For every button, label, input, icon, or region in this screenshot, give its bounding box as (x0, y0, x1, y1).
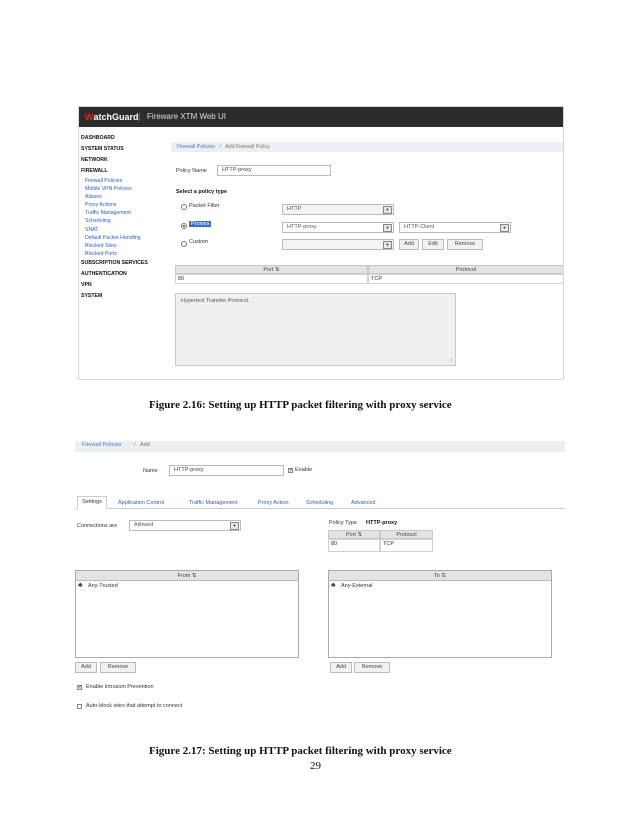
edit-button[interactable]: Edit (422, 239, 444, 250)
from-listbox[interactable] (75, 570, 299, 658)
proxies-select[interactable] (282, 222, 394, 233)
chevron-down-icon: ▼ (383, 224, 392, 232)
radio-packet-filter[interactable] (181, 204, 187, 210)
sidebar-item-default-packet-handling[interactable]: Default Packet Handling (85, 234, 141, 241)
tab-scheduling[interactable]: Scheduling (306, 500, 334, 506)
connections-select-value: Allowed (134, 522, 154, 528)
list-item[interactable] (329, 581, 551, 591)
sidebar-item-blocked-ports[interactable]: Blocked Ports (85, 250, 118, 257)
table-cell-protocol: TCP (380, 539, 433, 552)
sidebar-item-firewall-policies[interactable]: Firewall Policies (85, 178, 123, 184)
sidebar-item-subscription-services[interactable]: SUBSCRIPTION SERVICES (81, 259, 148, 266)
to-column-header[interactable]: To ⇅ (329, 571, 551, 581)
policy-type-label: Policy Type (329, 520, 358, 526)
figure-1-screenshot (78, 106, 564, 380)
to-remove-button[interactable]: Remove (354, 662, 390, 673)
tab-proxy-action[interactable]: Proxy Action (258, 500, 289, 506)
watchguard-logo: WatchGuard (85, 112, 139, 122)
add-button[interactable]: Add (399, 239, 419, 250)
connections-select[interactable] (129, 520, 241, 531)
proxies-select-value: HTTP-proxy (287, 224, 317, 230)
intrusion-prevention-label: Enable Intrusion Prevention (86, 684, 154, 690)
to-item-label: Any-External (341, 583, 373, 589)
enable-label: Enable (295, 467, 313, 473)
from-add-button[interactable]: Add (75, 662, 97, 673)
sidebar-item-aliases[interactable]: Aliases (85, 194, 102, 201)
from-column-header[interactable]: From ⇅ (76, 571, 298, 581)
chevron-down-icon: ▼ (383, 206, 392, 214)
tab-traffic-management[interactable]: Traffic Management (189, 500, 238, 506)
breadcrumb-separator: / (219, 144, 221, 150)
tab-settings[interactable] (77, 496, 107, 509)
radio-packet-filter-label: Packet Filter (189, 203, 220, 209)
enable-checkbox[interactable] (288, 468, 293, 473)
breadcrumb-current: Add (140, 442, 150, 448)
connections-label: Connections are (77, 523, 118, 529)
figure-2-17-caption: Figure 2.17: Setting up HTTP packet filtering with proxy service (149, 745, 452, 757)
intrusion-prevention-checkbox[interactable] (77, 685, 82, 690)
sidebar-item-network[interactable]: NETWORK (81, 157, 108, 163)
sidebar-item-dashboard[interactable]: DASHBOARD (81, 135, 115, 141)
auto-block-checkbox[interactable] (77, 704, 82, 709)
sidebar-item-snat[interactable]: SNAT (85, 226, 99, 233)
packet-filter-select-value: HTTP (287, 206, 302, 212)
sidebar-item-blocked-sites[interactable]: Blocked Sites (85, 242, 117, 249)
protocol-column-header[interactable]: Protocol (380, 530, 433, 539)
select-policy-type-label: Select a policy type (176, 189, 228, 195)
radio-custom-label: Custom (189, 239, 208, 245)
radio-proxies[interactable] (181, 223, 187, 229)
breadcrumb-separator: / (134, 442, 136, 448)
header-separator: | (138, 111, 141, 121)
chevron-down-icon: ▼ (383, 241, 392, 249)
port-column-header[interactable]: Port ⇅ (175, 265, 368, 274)
breadcrumb-firewall-policies[interactable]: Firewall Policies (82, 442, 122, 448)
policy-type-value: HTTP-proxy (366, 520, 398, 526)
to-add-button[interactable]: Add (330, 662, 352, 673)
from-remove-button[interactable]: Remove (100, 662, 136, 673)
chevron-down-icon: ▼ (500, 224, 509, 232)
sidebar-item-system[interactable]: SYSTEM (81, 292, 103, 299)
from-item-label: Any-Trusted (88, 583, 118, 589)
table-cell-protocol: TCP (368, 274, 564, 284)
figure-2-16-caption: Figure 2.16: Setting up HTTP packet filtering with proxy service (149, 399, 452, 411)
breadcrumb-current: Add Firewall Policy (225, 144, 270, 150)
sidebar-item-mobile-vpn-policies[interactable]: Mobile VPN Policies (85, 186, 132, 193)
policy-name-input[interactable]: HTTP-proxy (217, 165, 331, 176)
name-label: Name (143, 468, 158, 474)
list-item[interactable] (76, 581, 298, 591)
packet-filter-select[interactable] (282, 204, 394, 215)
alias-group-icon: ♣ (78, 582, 83, 589)
port-column-header[interactable]: Port ⇅ (328, 530, 380, 539)
resize-grip-icon[interactable]: .:l (448, 358, 452, 364)
tab-advanced[interactable]: Advanced (351, 500, 376, 506)
proxy-action-select[interactable] (399, 222, 511, 233)
alias-group-icon: ♣ (331, 582, 336, 589)
table-cell-port: 80 (175, 274, 368, 284)
policy-name-label: Policy Name (176, 168, 207, 174)
radio-custom[interactable] (181, 241, 187, 247)
tab-settings-label: Settings (82, 499, 102, 505)
breadcrumb-2 (75, 441, 565, 452)
description-text: Hypertext Transfer Protocol. (181, 298, 250, 304)
to-listbox[interactable] (328, 570, 552, 658)
sidebar-item-authentication[interactable]: AUTHENTICATION (81, 270, 127, 277)
proxy-action-select-value: HTTP-Client (404, 224, 435, 230)
remove-button[interactable]: Remove (447, 239, 483, 250)
chevron-down-icon: ▼ (230, 522, 239, 530)
page-number: 29 (310, 760, 321, 772)
custom-select[interactable] (282, 239, 394, 250)
sidebar-item-proxy-actions[interactable]: Proxy Actions (85, 202, 117, 209)
table-cell-port: 80 (328, 539, 380, 552)
app-header-bar (79, 107, 563, 127)
name-input[interactable]: HTTP-proxy (169, 465, 284, 476)
product-name: Fireware XTM Web UI (147, 112, 226, 121)
sidebar-item-firewall[interactable]: FIREWALL (81, 168, 108, 174)
breadcrumb-firewall-policies[interactable]: Firewall Policies (177, 144, 215, 150)
radio-proxies-label: Proxies (191, 221, 210, 227)
protocol-column-header[interactable]: Protocol (368, 265, 564, 274)
tab-application-control[interactable]: Application Control (118, 500, 165, 506)
sidebar-item-scheduling[interactable]: Scheduling (85, 218, 111, 225)
auto-block-label: Auto-block sites that attempt to connect (86, 703, 183, 709)
description-textarea[interactable] (175, 293, 456, 366)
sidebar-item-vpn[interactable]: VPN (81, 281, 92, 288)
sidebar-nav (79, 133, 169, 302)
sidebar-item-traffic-management[interactable]: Traffic Management (85, 210, 131, 217)
breadcrumb (171, 142, 563, 152)
sidebar-item-system-status[interactable]: SYSTEM STATUS (81, 146, 124, 152)
